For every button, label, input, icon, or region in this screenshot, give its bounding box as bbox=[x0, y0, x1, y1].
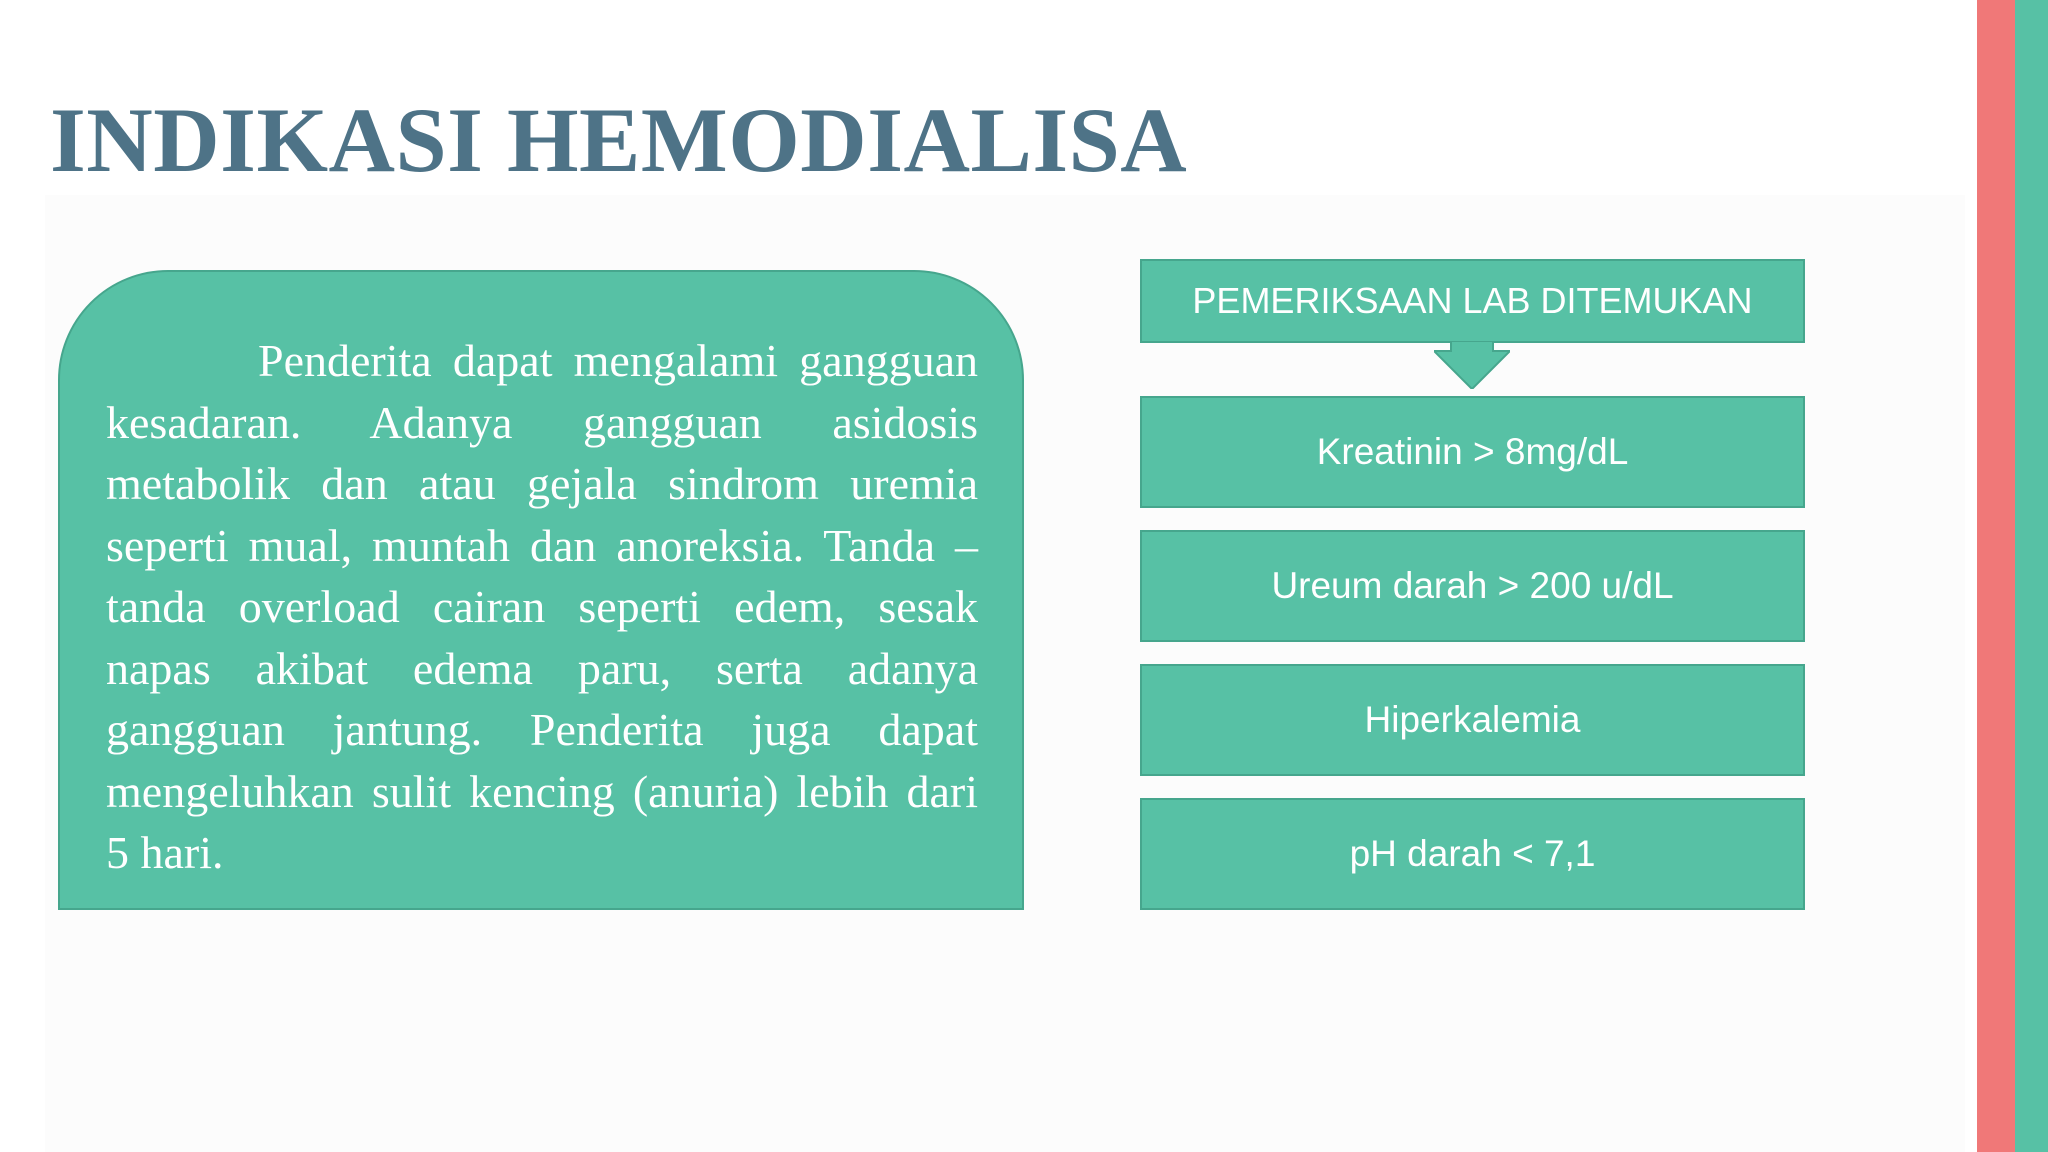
description-text: Penderita dapat mengalami gangguan kesadaran. Adanya gangguan asidosis metabolik dan atau gejala sindrom uremia seperti mual, muntah dan anoreksia. Tanda – tanda overload cairan seperti edem, sesak napas akibat edema paru, serta adanya gangguan jantung. Penderita juga dapat mengeluhkan sulit kencing (anuria) lebih dari 5 hari. bbox=[106, 335, 978, 878]
lab-item-kreatinin: Kreatinin > 8mg/dL bbox=[1140, 396, 1805, 508]
accent-bar-teal bbox=[2015, 0, 2048, 1152]
description-card bbox=[58, 270, 1024, 910]
lab-item-hiperkalemia: Hiperkalemia bbox=[1140, 664, 1805, 776]
arrow-down-icon bbox=[1434, 341, 1510, 389]
lab-item-ureum: Ureum darah > 200 u/dL bbox=[1140, 530, 1805, 642]
accent-bar-red bbox=[1977, 0, 2015, 1152]
slide-title: INDIKASI HEMODIALISA bbox=[50, 89, 1188, 191]
lab-item-ph: pH darah < 7,1 bbox=[1140, 798, 1805, 910]
lab-header-box: PEMERIKSAAN LAB DITEMUKAN bbox=[1140, 259, 1805, 343]
